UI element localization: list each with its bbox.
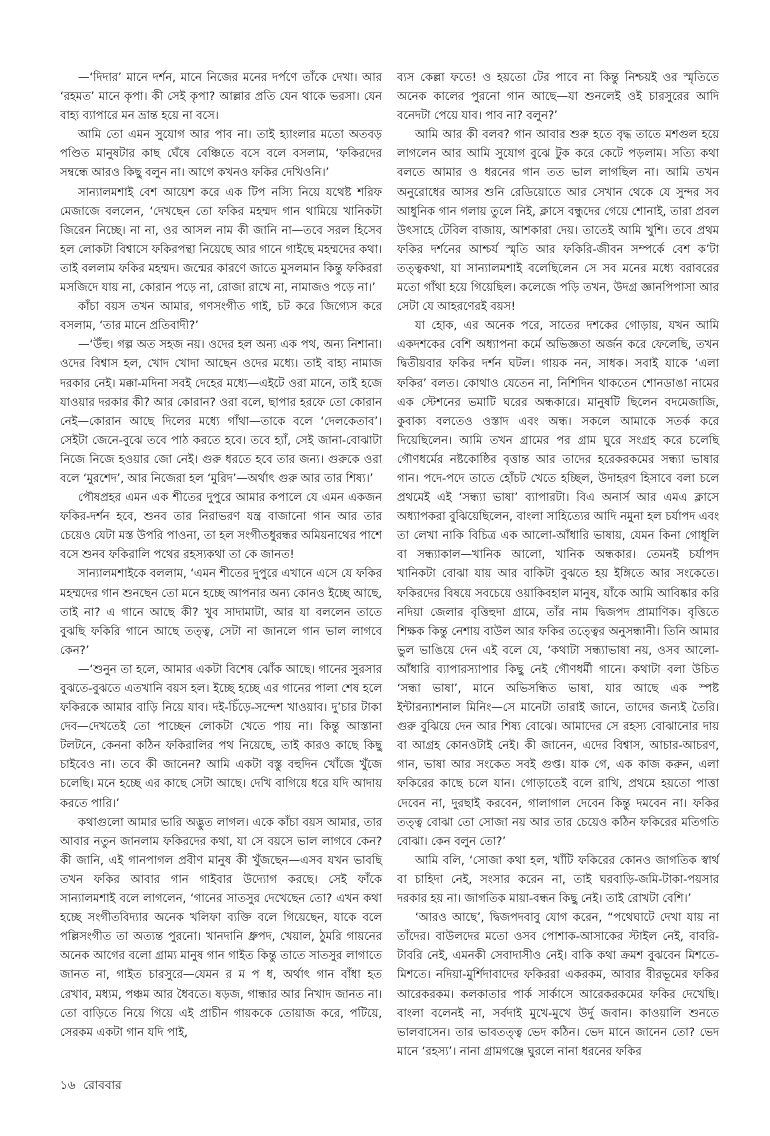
paragraph: সান্যালমশাইকে বললাম, ‘এমন শীতের দুপুরে এখানে এসে যে ফকির মহম্মদের গান শুনছেন তো মনে হচ্ছে আপনার অন্য কোনও ইচ্ছে আছে, তাই না? এ গানে আছে কী? খুব সাদামাটা, আর যা বললেন তাতে বুঝছি ফকিরি গানে আছে তত্ত্ব, সেটা না জানলে গান ভাল লাগবে কেন?’ bbox=[60, 566, 382, 657]
paragraph: —‘উঁহু। গল্প অত সহজ নয়। ওদের হল অন্য এক পথ, অন্য নিশানা। ওদের বিশ্বাস হল, খোদ খোদা আছেন ওদের মধ্যে। তাই বাহ্য নামাজ দরকার নেই। মক্কা-মদিনা সবই দেহের মধ্যে—এইটে ওরা মানে, তাই হজে যাওয়ার দরকার কী? আর কোরান? ওরা বলে, ছাপার হরফে তো কোরান নেই—কোরান আছে দিলের মধ্যে গাঁথা—তাকে বলে ‘দেলকেতাব’। সেইটা জেনে-বুঝে তবে পাঠ করতে হবে। তবে হ্যাঁ, সেই জানা-বোঝাটা নিজে নিজে হওয়ার জো নেই। গুরু ধরতে হবে তার জন্য। গুরুকে ওরা বলে ‘মুরশেদ’, আর নিজেরা হল ‘মুরিদ’—অর্থাৎ গুরু আর তার শিষ্য।’ bbox=[60, 337, 382, 485]
paragraph: সান্যালমশাই বেশ আয়েশ করে এক টিপ নস্যি নিয়ে যথেষ্ট শরিফ মেজাজে বললেন, ‘দেখছেন তো ফকির মহম্মদ গান থামিয়ে খানিকটা জিরেন নিচ্ছে। না না, ওর আসল নাম কী জানি না—তবে সরল হিসেব হল লোকটা বিশ্বাসে ফকিরপন্থা নিয়েছে আর গানে গাইছে মহম্মদের কথা। তাই বললাম ফকির মহম্মদ। জন্মের কারণে জাতে মুসলমান কিন্তু ফকিররা মসজিদে যায় না, কোরান পড়ে না, রোজা রাখে না, নামাজও পড়ে না।’ bbox=[60, 184, 382, 295]
paragraph: —‘শুনুন তা হলে, আমার একটা বিশেষ ঝোঁক আছে। গানের সুরসার বুঝতে-বুঝতে এতখানি বয়স হল। ইচ্ছে হচ্ছে এর গানের পালা শেষ হলে ফকিরকে আমার বাড়ি নিয়ে যাব। দই-চিঁড়ে-সন্দেশ খাওয়াব। দু’চার টাকা দেব—দেখতেই তো পাচ্ছেন লোকটা খেতে পায় না। কিন্তু আস্তানা টলটনে, কেননা কঠিন ফকিরালির পথ নিয়েছে, তাই কারও কাছে কিছু চাইবেও না। তবে কী জানেন? আমি একটা বস্তু বহুদিন খোঁজে খুঁজে চলেছি। মনে হচ্ছে এর কাছে সেটা আছে। দেখি বাগিয়ে ধরে যদি আদায় করতে পারি।’ bbox=[60, 661, 382, 810]
page-folio: ১৬ রোববার bbox=[60, 1078, 122, 1092]
paragraph: কথাগুলো আমার ভারি অদ্ভুত লাগল। একে কাঁচা বয়স আমার, তার আবার নতুন জানলাম ফকিরদের কথা, যা সে বয়সে ভাল লাগবে কেন? কী জানি, এই গানপাগল প্রবীণ মানুষ কী খুঁজছেন—এসব যখন ভাবছি তখন ফকির আবার গান গাইবার উদ্যোগ করছে। সেই ফাঁকে সান্যালমশাই বলে লাগলেন, ‘গানের সাতসুর দেখেছেন তো? এখন কথা হচ্ছে সংগীতবিদ্যার অনেক খলিফা ব্যক্তি বলে গিয়েছেন, যাকে বলে পল্লিসংগীত তা অত্যন্ত পুরনো। খানদানি ধ্রুপদ, খেয়াল, ঠুমরি গায়নের অনেক আগের বলো গ্রাম্য মানুষ গান গাইত কিন্তু তাতে সাতসুর লাগাতে জানত না, গাইত চারসুরে—যেমন র ম প ধ, অর্থাৎ গান বাঁধা হত রেখাব, মধ্যম, পঞ্চম আর ধৈবতে। ষড়জ, গান্ধার আর নিখাদ জানত না। তো বাড়িতে নিয়ে গিয়ে এই প্রাচীন গায়ককে তোয়াজ করে, পটিয়ে, সেরকম একটা গান যদি পাই, bbox=[60, 814, 382, 1039]
paragraph: —‘দিদার’ মানে দর্শন, মানে নিজের মনের দর্পণে তাঁকে দেখা। আর ‘রহমত’ মানে কৃপা। কী সেই কৃপা? আল্লার প্রতি যেন থাকে ভরসা। যেন বাহ্য ব্যাপারে মন ভ্রান্ত হয়ে না বসে। bbox=[60, 70, 382, 123]
right-column bbox=[397, 68, 719, 1061]
left-column bbox=[60, 68, 382, 1042]
paragraph: আমি তো এমন সুযোগ আর পাব না। তাই হ্যাংলার মতো অতবড় পণ্ডিত মানুষটার কাছ ঘেঁষে বেঞ্চিতে বসে বলে বসলাম, ‘ফকিরদের সম্বন্ধে আরও কিছু বলুন না। আগে কখনও ফকির দেখিওনি।’ bbox=[60, 127, 382, 180]
paragraph: আমি বলি, ‘সোজা কথা হল, খাঁটি ফকিরের কোনও জাগতিক স্বার্থ বা চাহিদা নেই, সংসার করেন না, তাই ঘরবাড়ি-জমি-টাকা-পয়সার দরকার হয় না। জাগতিক মায়া-বন্ধন কিছু নেই। তাই রোখটা বেশি।’ bbox=[397, 852, 719, 906]
paragraph: যা হোক, এর অনেক পরে, সাতের দশকের গোড়ায়, যখন আমি একদশকের বেশি অধ্যাপনা কর্মে অভিজ্ঞতা অর্জন করে ফেলেছি, তখন দ্বিতীয়বার ফকির দর্শন ঘটল। গায়ক নন, সাধক। সবাই যাকে ‘এলা ফকির’ বলত। কোথাও যেতেন না, নিশিদিন থাকতেন শোনডাঙা নামের এক স্টেশনের ভমাটি ঘরের অন্ধকারে। মানুষটি ছিলেন বদমেজাজি, কুবাক্য বলতেও ওস্তাদ এবং অন্ধ। সকলে আমাকে সতর্ক করে দিয়েছিলেন। আমি তখন গ্রামের পর গ্রাম ঘুরে সংগ্রহ করে চলেছি গৌণধর্মের নষ্টকোষ্ঠির বৃত্তান্ত আর তাদের হরেকরকমের সন্ধ্যা ভাষার গান। পদে-পদে তাতে হোঁচট খেতে হচ্ছিল, উদাহরণ হিসাবে বলা চলে প্রথমেই এই ‘সন্ধ্যা ভাষা’ ব্যাপারটা। বিএ অনার্স আর এমএ ক্লাসে অধ্যাপকরা বুঝিয়েছিলেন, বাংলা সাহিত্যের আদি নমুনা হল চর্যাপদ এবং তা লেখা নাকি বিচিত্র এক আলো-আঁধারি ভাষায়, যেমন কিনা গোধূলি বা সন্ধ্যাকাল—খানিক আলো, খানিক অন্ধকার। তেমনই চর্যাপদ খানিকটা বোঝা যায় আর বাকিটা বুঝতে হয় ইঙ্গিতে আর সংকেতে। ফকিরদের বিষয়ে সবচেয়ে ওয়াকিবহাল মানুষ, যাঁকে আমি আবিষ্কার করি নদিয়া জেলার বৃত্তিহুদা গ্রামে, তাঁর নাম দ্বিজপদ প্রামাণিক। বৃত্তিতে শিক্ষক কিন্তু নেশায় বাউল আর ফকির তত্ত্বের অনুসন্ধানী। তিনি আমার ভুল ভাঙিয়ে দেন এই বলে যে, ‘কথাটা সন্ধ্যাভাষা নয়, ওসব আলো-আঁধারি ব্যাপারস্যাপার কিছু নেই গৌণধর্মী গানে। কথাটা বলা উচিত ‘সন্ধা ভাষা’, মানে অভিসন্ধিত ভাষা, যার আছে এক স্পষ্ট ইন্টারন্যাশনাল মিনিং—সে মানেটা তারাই জানে, তাদের জন্যই তৈরি। গুরু বুঝিয়ে দেন আর শিষ্য বোঝে। আমাদের সে রহস্য বোঝানোর দায় বা আগ্রহ কোনওটাই নেই। কী জানেন, এদের বিশ্বাস, আচার-আচরণ, গান, ভাষা আর সংকেত সবই গুপ্ত। যাক গে, এক কাজ করুন, এলা ফকিরের কাছে চলে যান। গোড়াতেই বলে রাখি, প্রথমে হয়তো পাত্তা দেবেন না, দুরছাই করবেন, গালাগাল দেবেন কিন্তু দমবেন না। ফকির তত্ত্ব বোঝা তো সোজা নয় আর তার চেয়েও কঠিন ফকিরের মতিগতি বোঝা। কেন বলুন তো?’ bbox=[397, 318, 719, 848]
paragraph: কাঁচা বয়স তখন আমার, গণসংগীত গাই, চট করে জিগ্যেস করে বসলাম, ‘তার মানে প্রতিবাদী?’ bbox=[60, 299, 382, 333]
paragraph: ‘আরও আছে’, দ্বিজপদবাবু যোগ করেন, “পথেঘাটে দেখা যায় না তাঁদের। বাউলদের মতো ওসব পোশাক-আসাকের স্টাইল নেই, বাবরি-টাবরি নেই, এমনকী সেবাদাসীও নেই। বাকি কথা ক্রমশ বুঝবেন মিশতে-মিশতে। নদিয়া-মুর্শিদাবাদের ফকিররা একরকম, আবার বীরভূমের ফকির আরেকরকম। কলকাতার পার্ক সার্কাসে আরেকরকমের ফকির দেখেছি। বাংলা বলেনই না, সর্বদাই মুখে-মুখে উর্দু জবান। কাওয়ালি শুনতে ভালবাসেন। তার ভাবতত্ত্ব ভেদ কঠিন। ভেদ মানে জানেন তো? ভেদ মানে ‘রহস্য’। নানা গ্রামগঞ্জে ঘুরলে নানা ধরনের ফকির bbox=[397, 910, 719, 1058]
paragraph: পৌষপ্রহর এমন এক শীতের দুপুরে আমার কপালে যে এমন একজন ফকির-দর্শন হবে, শুনব তার নিরাভরণ যন্ত্র বাজানো গান আর তার চেয়েও যেটা মস্ত উপরি পাওনা, তা হল সংগীতধুরন্ধর অমিয়নাথের পাশে বসে শুনব ফকিরালি পথের রহস্যকথা তা কে জানত! bbox=[60, 490, 382, 562]
paragraph: আমি আর কী বলব? গান আবার শুরু হতে বৃদ্ধ তাতে মশগুল হয়ে লাগলেন আর আমি সুযোগ বুঝে টুক করে কেটে পড়লাম। সত্যি কথা বলতে আমার ও ধরনের গান তত ভাল লাগছিল না। আমি তখন অনুরোধের আসর শুনি রেডিয়োতে আর সেখান থেকে যে সুন্দর সব আধুনিক গান গলায় তুলে নিই, ক্লাসে বন্ধুদের গেয়ে শোনাই, তারা প্রবল উৎসাহে টেবিল বাজায়, আশকারা দেয়। তাতেই আমি খুশি। তবে প্রথম ফকির দর্শনের আশ্চর্য স্মৃতি আর ফকিরি-জীবন সম্পর্কে বেশ ক’টা তত্ত্বকথা, যা সান্যালমশাই বলেছিলেন সে সব মনের মধ্যে বরাবরের মতো গাঁথা হয়ে গিয়েছিল। কলেজে পড়ি তখন, উদগ্র জ্ঞানপিপাসা আর সেটা যে আহরণেরই বয়স! bbox=[397, 127, 719, 314]
paragraph: ব্যস কেল্লা ফতে! ও হয়তো টের পাবে না কিন্তু নিশ্চয়ই ওর স্মৃতিতে অনেক কালের পুরনো গান আছে—যা শুনলেই ওই চারসুরের আদি বনেদটা পেয়ে যাব। পাব না? বলুন?’ bbox=[397, 70, 719, 123]
